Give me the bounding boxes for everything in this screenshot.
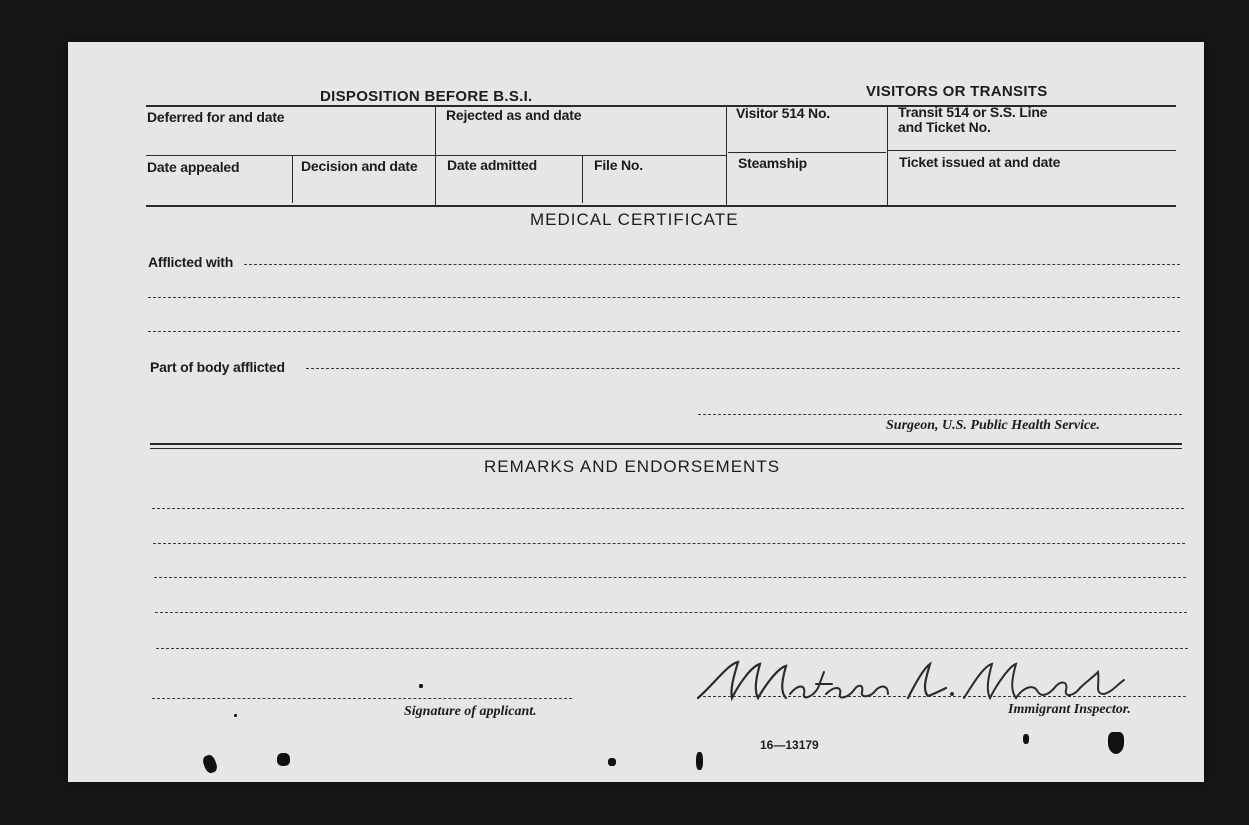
ink-speck	[419, 684, 423, 688]
remarks-line-4	[155, 612, 1187, 613]
part-of-body-line	[306, 368, 1180, 369]
transit-514-line2: and Ticket No.	[898, 119, 991, 135]
medical-certificate-title: MEDICAL CERTIFICATE	[530, 210, 739, 229]
remarks-line-3	[154, 577, 1186, 578]
date-admitted-label: Date admitted	[447, 157, 537, 173]
grid-divider-3	[887, 105, 888, 205]
immigrant-inspector-label: Immigrant Inspector.	[1008, 702, 1131, 717]
steamship-label: Steamship	[738, 155, 807, 171]
file-no-label: File No.	[594, 157, 643, 173]
section-rule-1	[150, 443, 1182, 445]
part-of-body-label: Part of body afflicted	[150, 359, 285, 375]
afflicted-line-2	[148, 297, 1180, 298]
ink-speck	[234, 714, 237, 717]
grid-divider-4	[292, 155, 293, 203]
surgeon-signature-line	[698, 414, 1182, 415]
grid-middle-line-visitor	[728, 152, 886, 153]
transit-514-label	[898, 105, 1047, 135]
grid-divider-1	[435, 105, 436, 205]
surgeon-label: Surgeon, U.S. Public Health Service.	[886, 418, 1100, 433]
ink-blot	[277, 753, 290, 766]
grid-middle-line-left	[146, 155, 726, 156]
grid-divider-5	[582, 155, 583, 203]
disposition-header: DISPOSITION BEFORE B.S.I.	[320, 88, 533, 105]
visitor-514-label: Visitor 514 No.	[736, 105, 831, 121]
applicant-signature-line	[152, 698, 572, 699]
remarks-line-5	[156, 648, 1188, 649]
afflicted-with-line	[244, 264, 1180, 265]
remarks-title: REMARKS AND ENDORSEMENTS	[484, 457, 781, 476]
transit-514-line1: Transit 514 or S.S. Line	[898, 104, 1048, 120]
grid-bottom-line	[146, 205, 1176, 207]
deferred-label: Deferred for and date	[147, 109, 285, 125]
ink-blot	[608, 758, 616, 766]
form-number: 16—13179	[760, 738, 819, 752]
grid-divider-2	[726, 105, 727, 205]
afflicted-with-label: Afflicted with	[148, 254, 234, 270]
decision-label: Decision and date	[301, 158, 418, 174]
ink-blot	[1023, 734, 1029, 744]
section-rule-2	[150, 448, 1182, 449]
signature-of-applicant-label: Signature of applicant.	[404, 704, 537, 719]
grid-middle-line-transit	[888, 150, 1176, 151]
date-appealed-label: Date appealed	[147, 159, 240, 175]
immigration-form-card	[68, 42, 1204, 782]
inspector-handwritten-signature	[694, 654, 1144, 706]
remarks-line-1	[152, 508, 1184, 509]
afflicted-line-3	[148, 331, 1180, 332]
ink-blot	[1108, 732, 1124, 754]
ink-blot	[201, 753, 218, 774]
rejected-label: Rejected as and date	[446, 107, 582, 123]
ink-blot	[696, 752, 703, 770]
ticket-issued-label: Ticket issued at and date	[899, 154, 1061, 170]
visitors-transits-header: VISITORS OR TRANSITS	[866, 83, 1048, 100]
remarks-line-2	[153, 543, 1185, 544]
